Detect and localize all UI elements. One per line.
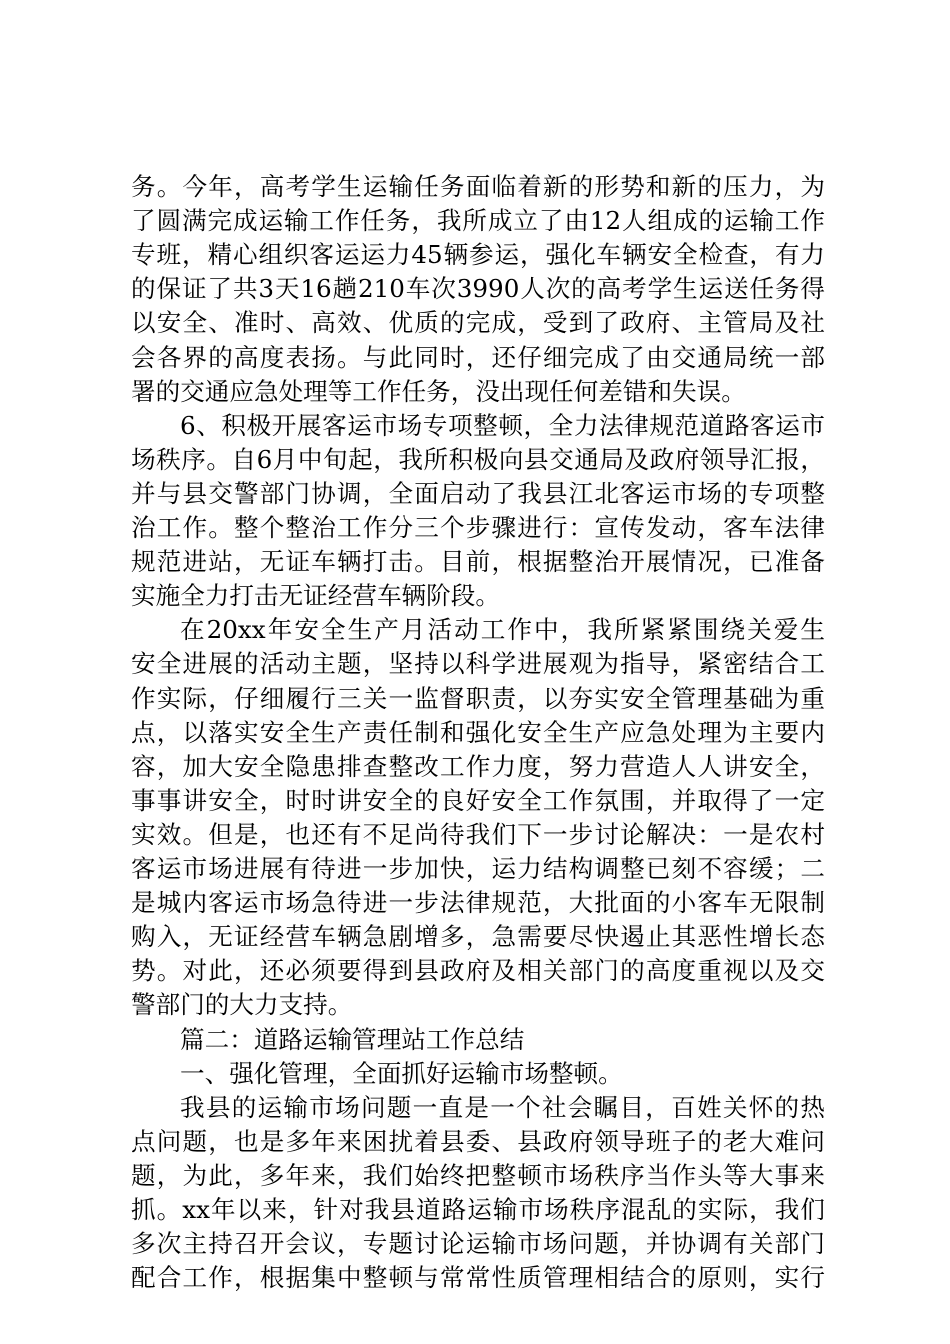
text-line: 一、强化管理，全面抓好运输市场整顿。 [180,1058,623,1088]
text-line: 会各界的高度表扬。与此同时，还仔细完成了由交通局统一部 [131,342,825,372]
text-line: 购入，无证经营车辆急剧增多，急需要尽快遏止其恶性增长态 [131,922,825,952]
text-line: 势。对此，还必须要得到县政府及相关部门的高度重视以及交 [131,956,825,986]
text-line: 多次主持召开会议，专题讨论运输市场问题，并协调有关部门 [131,1229,825,1259]
text-line: 场秩序。自6月中旬起，我所积极向县交通局及政府领导汇报， [131,444,825,474]
text-line: 事事讲安全，时时讲安全的良好安全工作氛围，并取得了一定 [131,785,825,815]
text-line: 以安全、准时、高效、优质的完成，受到了政府、主管局及社 [131,308,825,338]
text-line: 是城内客运市场急待进一步法律规范，大批面的小客车无限制 [131,888,825,918]
text-line: 规范进站，无证车辆打击。目前，根据整治开展情况，已准备 [131,547,825,577]
text-line: 篇二：道路运输管理站工作总结 [180,1024,525,1054]
text-line: 作实际，仔细履行三关一监督职责，以夯实安全管理基础为重 [131,683,825,713]
text-line: 在20xx年安全生产月活动工作中，我所紧紧围绕关爱生 [180,615,825,645]
text-line: 抓。xx年以来，针对我县道路运输市场秩序混乱的实际，我们 [131,1195,825,1224]
text-line: 点，以落实安全生产责任制和强化安全生产应急处理为主要内 [131,717,825,747]
text-line: 容，加大安全隐患排查整改工作力度，努力营造人人讲安全， [131,751,825,781]
text-line: 专班，精心组织客运运力45辆参运，强化车辆安全检查，有力 [131,240,825,270]
text-line: 题，为此，多年来，我们始终把整顿市场秩序当作头等大事来 [131,1160,825,1190]
text-line: 务。今年，高考学生运输任务面临着新的形势和新的压力，为 [131,172,825,201]
text-line: 安全进展的活动主题，坚持以科学进展观为指导，紧密结合工 [131,649,825,679]
text-line: 我县的运输市场问题一直是一个社会瞩目，百姓关怀的热 [180,1092,825,1122]
text-line: 了圆满完成运输工作任务，我所成立了由12人组成的运输工作 [131,206,825,236]
text-line: 实效。但是，也还有不足尚待我们下一步讨论解决：一是农村 [131,819,825,849]
text-line: 并与县交警部门协调，全面启动了我县江北客运市场的专项整 [131,478,825,508]
text-line: 点问题，也是多年来困扰着县委、县政府领导班子的老大难问 [131,1126,825,1156]
text-line: 6、积极开展客运市场专项整顿，全力法律规范道路客运市 [180,410,825,440]
text-line: 的保证了共3天16趟210车次3990人次的高考学生运送任务得 [131,274,825,304]
text-line: 客运市场进展有待进一步加快，运力结构调整已刻不容缓；二 [131,854,825,883]
text-line: 治工作。整个整治工作分三个步骤进行：宣传发动，客车法律 [131,513,825,542]
text-line: 署的交通应急处理等工作任务，没出现任何差错和失误。 [131,376,746,406]
text-line: 警部门的大力支持。 [131,990,353,1020]
text-line: 实施全力打击无证经营车辆阶段。 [131,581,500,611]
text-line: 配合工作，根据集中整顿与常常性质管理相结合的原则，实行 [131,1263,825,1293]
